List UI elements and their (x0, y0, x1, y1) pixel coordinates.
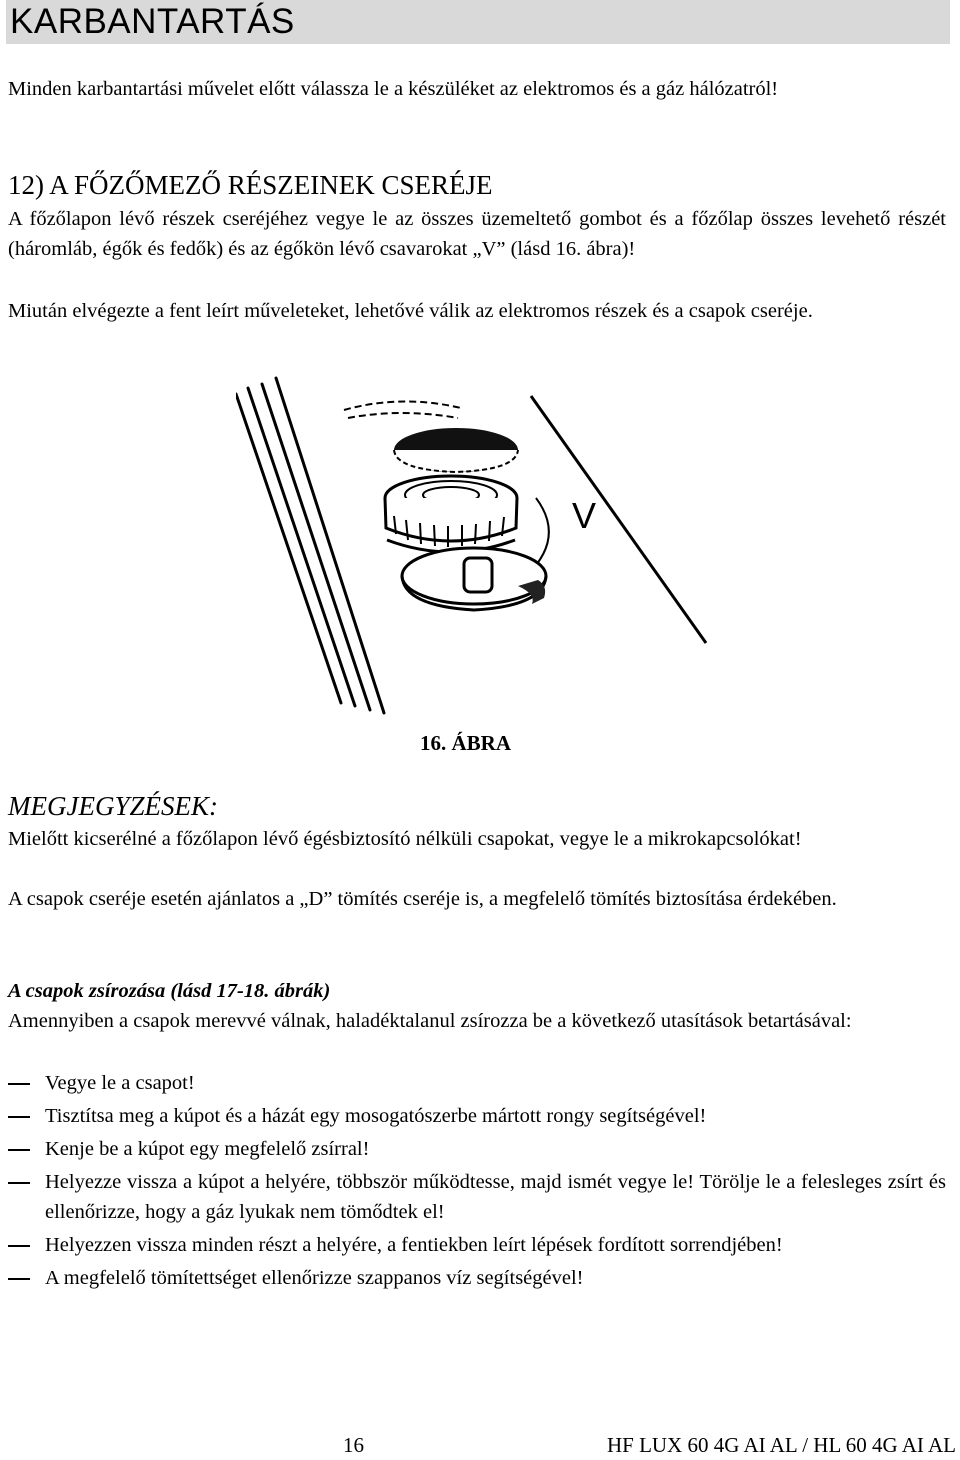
list-item (8, 1167, 946, 1227)
dash-bullet (8, 1083, 30, 1085)
list-item-text: Tisztítsa meg a kúpot és a házát egy mosogatószerbe mártott rongy segítségével! (45, 1105, 707, 1127)
dash-bullet (8, 1245, 30, 1247)
list-item (8, 1068, 946, 1098)
dash-bullet (8, 1182, 30, 1184)
list-item (8, 1263, 946, 1293)
list-item (8, 1134, 946, 1164)
lubrication-intro: Amennyiben a csapok merevvé válnak, haladéktalanul zsírozza be a következő utasítások betartásával: (8, 1010, 852, 1032)
notes-paragraph-2: A csapok cseréje esetén ajánlatos a „D” tömítés cseréje is, a megfelelő tömítés biztosítása érdekében. (8, 888, 837, 910)
list-item-text: Vegye le a csapot! (45, 1072, 195, 1094)
list-item-text: Helyezzen vissza minden részt a helyére, a fentiekben leírt lépések fordított sorrendjében! (45, 1234, 783, 1256)
dash-bullet (8, 1149, 30, 1151)
section-12-paragraph-2: Miután elvégezte a fent leírt műveleteket, lehetővé válik az elektromos részek és a csapok cseréje. (8, 300, 813, 322)
page-number: 16 (343, 1433, 364, 1457)
burner-base (402, 548, 546, 610)
burner-crown (385, 476, 517, 552)
list-item-text: Helyezze vissza a kúpot a helyére, többször működtesse, majd ismét vegye le! Törölje le a felesleges zsírt és ellenőrizze, hogy a gáz lyukak nem tömődtek el! (45, 1171, 946, 1223)
v-label: V (572, 495, 597, 536)
notes-paragraph-1: Mielőtt kicserélné a főzőlapon lévő égésbiztosító nélküli csapokat, vegye le a mikrokapcsolókat! (8, 828, 802, 850)
model-name: HF LUX 60 4G AI AL / HL 60 4G AI AL (606, 1433, 956, 1457)
section-12-title: 12) A FŐZŐMEZŐ RÉSZEINEK CSERÉJE (8, 170, 493, 200)
heading-bar (6, 0, 950, 44)
trivet-bar-right (531, 396, 706, 643)
lubrication-steps-list (8, 1068, 946, 1296)
lubrication-title: A csapok zsírozása (lásd 17-18. ábrák) (8, 980, 331, 1002)
notes-title: MEGJEGYZÉSEK: (8, 791, 218, 821)
top-cap-ring (344, 401, 461, 418)
list-item (8, 1101, 946, 1131)
burner-exploded-figure (236, 358, 718, 724)
list-item-text: A megfelelő tömítettséget ellenőrizze szappanos víz segítségével! (45, 1267, 584, 1289)
list-item (8, 1230, 946, 1260)
page-heading: KARBANTARTÁS (10, 2, 295, 41)
intro-paragraph: Minden karbantartási művelet előtt válassza le a készüléket az elektromos és a gáz hálózatról! (8, 78, 779, 100)
dash-bullet (8, 1116, 30, 1118)
list-item-text: Kenje be a kúpot egy megfelelő zsírral! (45, 1138, 370, 1160)
section-12-paragraph-1: A főzőlapon lévő részek cseréjéhez vegye le az összes üzemeltető gombot és a főzőlap összes levehető részét (háromláb, égők és fedők) és az égőkön lévő csavarokat „V” (lásd 16. ábra)! (8, 208, 946, 260)
figure-caption: 16. ÁBRA (420, 731, 512, 755)
burner-cap (394, 428, 518, 472)
trivet-bars (236, 378, 384, 713)
dash-bullet (8, 1278, 30, 1280)
